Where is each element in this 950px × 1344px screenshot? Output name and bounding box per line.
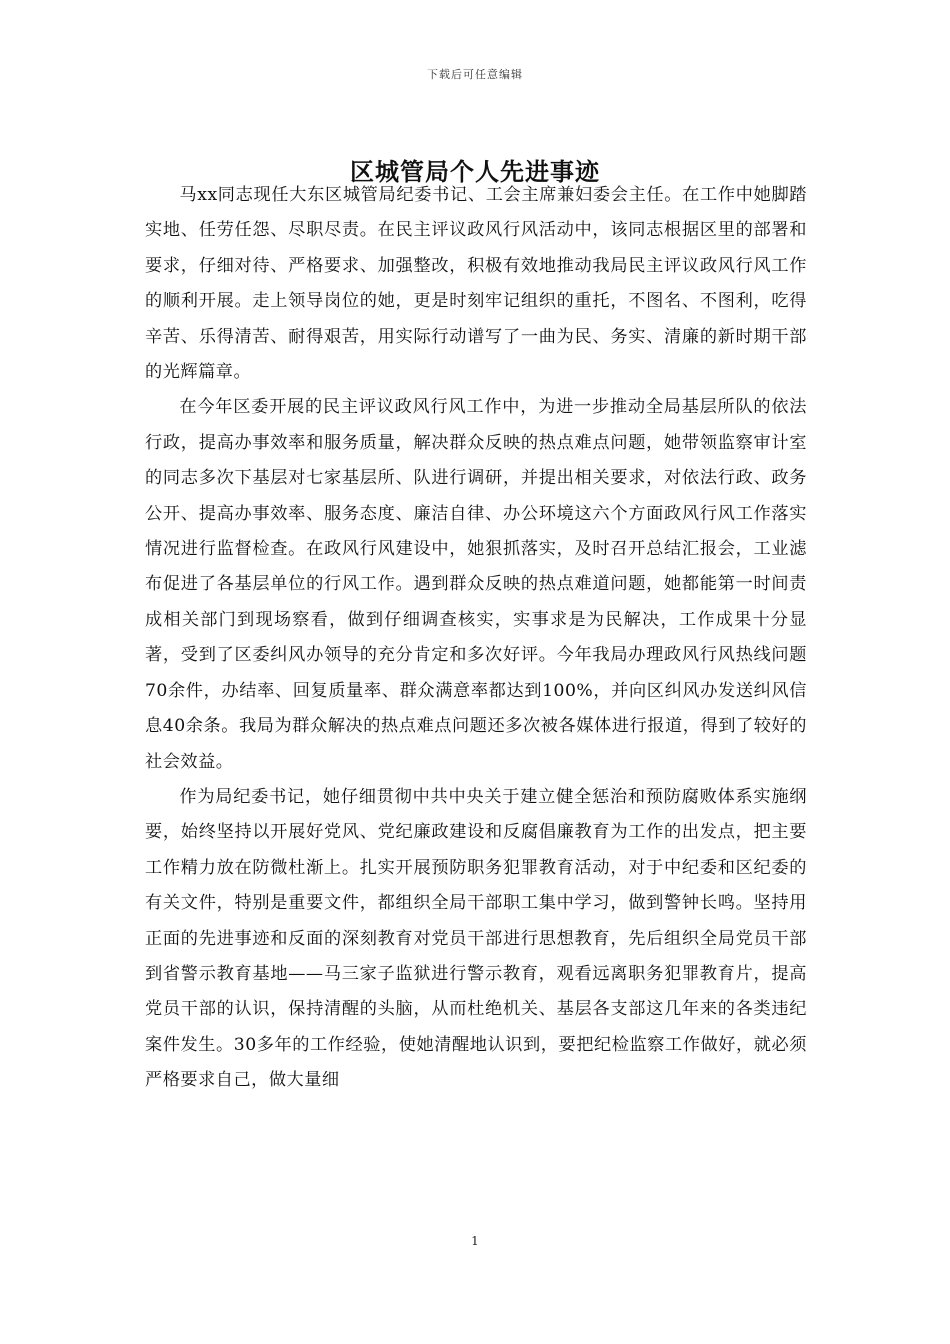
document-title: 区城管局个人先进事迹: [350, 157, 600, 186]
header-note: 下载后可任意编辑: [427, 68, 523, 81]
paragraph-3: 作为局纪委书记，她仔细贯彻中共中央关于建立健全惩治和预防腐败体系实施纲要，始终坚持以开展好党风、党纪廉政建设和反腐倡廉教育为工作的出发点，把主要工作精力放在防微杜渐上。扎实开展预防职务犯罪教育活动，对于中纪委和区纪委的有关文件，特别是重要文件，都组织全局干部职工集中学习，做到警钟长鸣。坚持用正面的先进事迹和反面的深刻教育对党员干部进行思想教育，先后组织全局党员干部到省警示教育基地——马三家子监狱进行警示教育，观看远离职务犯罪教育片，提高党员干部的认识，保持清醒的头脑，从而杜绝机关、基层各支部这几年来的各类违纪案件发生。30多年的工作经验，使她清醒地认识到，要把纪检监察工作做好，就必须严格要求自己，做大量细: [145, 786, 807, 1091]
page-number: 1: [471, 1234, 479, 1248]
paragraph-1: 马xx同志现任大东区城管局纪委书记、工会主席兼妇委会主任。在工作中她脚踏实地、任劳任怨、尽职尽责。在民主评议政风行风活动中，该同志根据区里的部署和要求，仔细对待、严格要求、加强整改，积极有效地推动我局民主评议政风行风工作的顺利开展。走上领导岗位的她，更是时刻牢记组织的重托，不图名、不图利，吃得辛苦、乐得清苦、耐得艰苦，用实际行动谱写了一曲为民、务实、清廉的新时期干部的光辉篇章。: [145, 185, 807, 383]
paragraph-2: 在今年区委开展的民主评议政风行风工作中，为进一步推动全局基层所队的依法行政，提高办事效率和服务质量，解决群众反映的热点难点问题，她带领监察审计室的同志多次下基层对七家基层所、队进行调研，并提出相关要求，对依法行政、政务公开、提高办事效率、服务态度、廉洁自律、办公环境这六个方面政风行风工作落实情况进行监督检查。在政风行风建设中，她狠抓落实，及时召开总结汇报会，工业滤布促进了各基层单位的行风工作。遇到群众反映的热点难道问题，她都能第一时间责成相关部门到现场察看，做到仔细调查核实，实事求是为民解决，工作成果十分显著，受到了区委纠风办领导的充分肯定和多次好评。今年我局办理政风行风热线问题70余件，办结率、回复质量率、群众满意率都达到100%，并向区纠风办发送纠风信息40余条。我局为群众解决的热点难点问题还多次被各媒体进行报道，得到了较好的社会效益。: [145, 397, 807, 772]
document-body: [145, 178, 807, 1099]
